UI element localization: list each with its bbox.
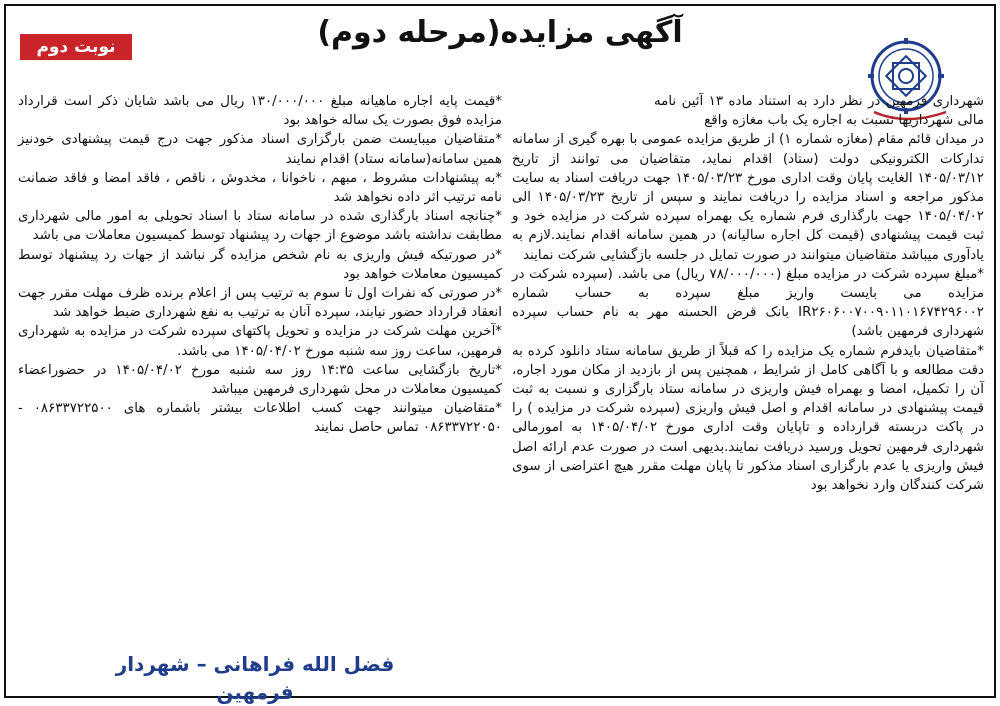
condition-item: *قیمت پایه اجاره ماهیانه مبلغ ۱۳۰/۰۰۰/۰۰۰ ریال می باشد شایان ذکر است قرارداد مزایده فوق بصورت یک ساله خواهد بود <box>18 94 502 129</box>
left-column <box>18 92 502 438</box>
condition-item: *تاریخ بازگشایی ساعت ۱۴:۳۵ روز سه شنبه مورخ ۱۴۰۵/۰۴/۰۲ در حضوراعضاء کمیسیون معاملات در محل شهرداری فرمهین میباشد <box>18 362 503 398</box>
condition-item: *چنانچه اسناد بارگذاری شده در سامانه ستاد با اسناد تحویلی به امور مالی شهرداری مطابقت نداشته باشد موضوع از جهات رد پیشنهاد توسط کمیسیون معاملات می باشد <box>18 209 502 244</box>
second-round-badge: نوبت دوم <box>20 34 132 60</box>
condition-item: *متقاضیان میبایست ضمن بارگزاری اسناد مذکور جهت درج قیمت پیشنهادی خودنیز همین سامانه(سامانه ستاد) اقدام نمایند <box>18 132 502 167</box>
condition-item: *آخرین مهلت شرکت در مزایده و تحویل پاکتهای سپرده شرکت در مزایده به شهرداری فرمهین، ساعت روز سه شنبه مورخ ۱۴۰۵/۰۴/۰۲ می باشد. <box>18 324 502 359</box>
intro-paragraph-head: شهرداری فرمهین در نظر دارد به استناد ماده ۱۳ آئین نامه مالی شهرداریها نسبت به اجاره یک باب مغازه واقع <box>654 94 984 129</box>
intro-paragraph-body: در میدان قائم مقام (مغازه شماره ۱) از طریق مزایده عمومی با بهره گیری از سامانه تدارکات الکترونیکی دولت (ستاد) اقدام نماید، متقاضیان می توانند از تاریخ ۱۴۰۵/۰۳/۱۲ الغایت پایان وقت اداری مورخ ۱۴۰۵/۰۳/۲۳ جهت دریافت اسناد به سایت مذکور مراجعه و اسناد مزایده را دریافت نمایند و سپس از تاریخ ۱۴۰۵/۰۳/۲۳ الی ۱۴۰۵/۰۴/۰۲ جهت بارگذاری فرم شماره یک بهمراه سپرده شرکت در مزایده خود و ثبت قیمت پیشنهادی (قیمت کل اجاره سالیانه) در همین سامانه اقدام نمایند.لازم به یادآوری میباشد متقاضیان میتوانند در صورت تمایل در جلسه بازگشایی شرکت نمایند <box>512 132 985 263</box>
right-column <box>512 92 984 495</box>
condition-item: *در صورتی که نفرات اول تا سوم به ترتیب پس از اعلام برنده ظرف مهلت مقرر جهت انعقاد قرارداد حضور نیابند، سپرده آنان به ترتیب به نفع شهرداری ضبط خواهد شد <box>18 286 502 321</box>
notice-title: آگهی مزایده(مرحله دوم) <box>317 15 683 50</box>
submission-paragraph: *متقاضیان بایدفرم شماره یک مزایده را که قبلاً از طریق سامانه ستاد دانلود کرده به دقت مطالعه و با آگاهی کامل از شرایط ، همچنین پس از بازدید از مکان مورد اجاره، آن را تکمیل، امضا و بهمراه فیش واریزی در سامانه ستاد بارگزاری و نسبت به ثبت قیمت پیشنهادی در سامانه اقدام و اصل فیش واریزی (سپرده شرکت در مزایده ) را در پاکت دربسته قرارداده و تاپایان وقت اداری مورخ ۱۴۰۵/۰۴/۰۲ به امورمالی شهرداری فرمهین تحویل ورسید دریافت نمایند.بدیهی است در صورت عدم ارائه اصل فیش واریزی یا عدم بارگزاری اسناد مذکور تا پایان مهلت مقرر هیچ اعتراضی از سوی شرکت کنندگان وارد نخواهد بود <box>512 343 984 494</box>
condition-item: *به پیشنهادات مشروط ، مبهم ، ناخوانا ، مخدوش ، ناقص ، فاقد امضا و فاقد ضمانت نامه ترتیب اثر داده نخواهد شد <box>18 170 502 206</box>
deposit-paragraph: *مبلغ سپرده شرکت در مزایده مبلغ (۷۸/۰۰۰/۰۰۰ ریال) می باشد. (سپرده شرکت در مزایده می بایست واریز مبلغ سپرده به حساب شماره IR۲۶۰۶۰۰۷۰۰۹۰۱۱۰۱۶۷۴۲۹۶۰۰۲ بانک قرض الحسنه مهر به نام حساب سپرده شهرداری فرمهین باشد) <box>512 266 985 340</box>
condition-item: *در صورتیکه فیش واریزی به نام شخص مزایده گر نباشد از جهات رد پیشنهاد توسط کمیسیون معاملات خواهد بود <box>18 247 502 282</box>
mayor-signature: فضل الله فراهانی – شهردار فرمهین <box>115 652 395 704</box>
condition-item: *متقاضیان میتوانند جهت کسب اطلاعات بیشتر باشماره های ۰۸۶۳۳۷۲۲۵۰۰ - ۰۸۶۳۳۷۲۲۰۵۰ تماس حاصل نمایند <box>18 401 502 436</box>
